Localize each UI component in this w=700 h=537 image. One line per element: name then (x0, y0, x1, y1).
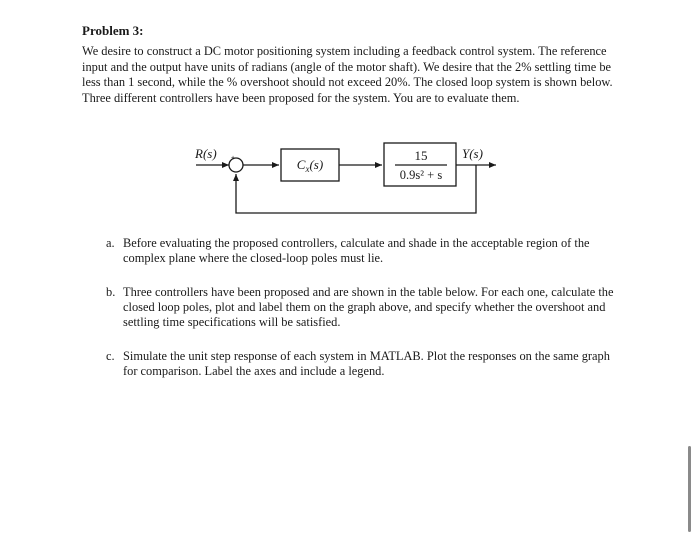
output-label: Y(s) (462, 146, 483, 161)
input-label: R(s) (195, 146, 217, 161)
part-letter: c. (106, 349, 115, 363)
part-b (106, 285, 626, 330)
part-text: Three controllers have been proposed and are shown in the table below. For each one, calculate the closed loop poles, plot and label them on the graph above, and specify whether the overshoot and settling time specifications will be satisfied. (123, 285, 614, 329)
part-letter: b. (106, 285, 116, 299)
question-parts (106, 236, 626, 398)
problem-intro: We desire to construct a DC motor positioning system including a feedback control system. The reference input and the output have units of radians (angle of the motor shaft). We desire that the 2% settling time be less than 1 second, while the % overshoot should not exceed 20%. The closed loop system is shown below. Three different controllers have been proposed for the system. You are to evaluate them. (82, 44, 613, 105)
part-text: Simulate the unit step response of each system in MATLAB. Plot the responses on the same graph for comparison. Label the axes and include a legend. (123, 349, 610, 378)
vertical-scrollbar[interactable] (688, 446, 691, 532)
controller-label: $C_x(s)$ (296, 157, 324, 174)
part-a (106, 236, 626, 266)
sum-plus-sign: + (231, 155, 236, 162)
part-c (106, 349, 626, 379)
plant-denominator: 0.9s² + s (399, 168, 443, 182)
part-text: Before evaluating the proposed controllers, calculate and shade in the acceptable region of the complex plane where the closed-loop poles must lie. (123, 236, 590, 265)
plant-numerator: 15 (414, 148, 428, 163)
problem-title: Problem 3: (82, 23, 144, 38)
part-letter: a. (106, 236, 115, 250)
